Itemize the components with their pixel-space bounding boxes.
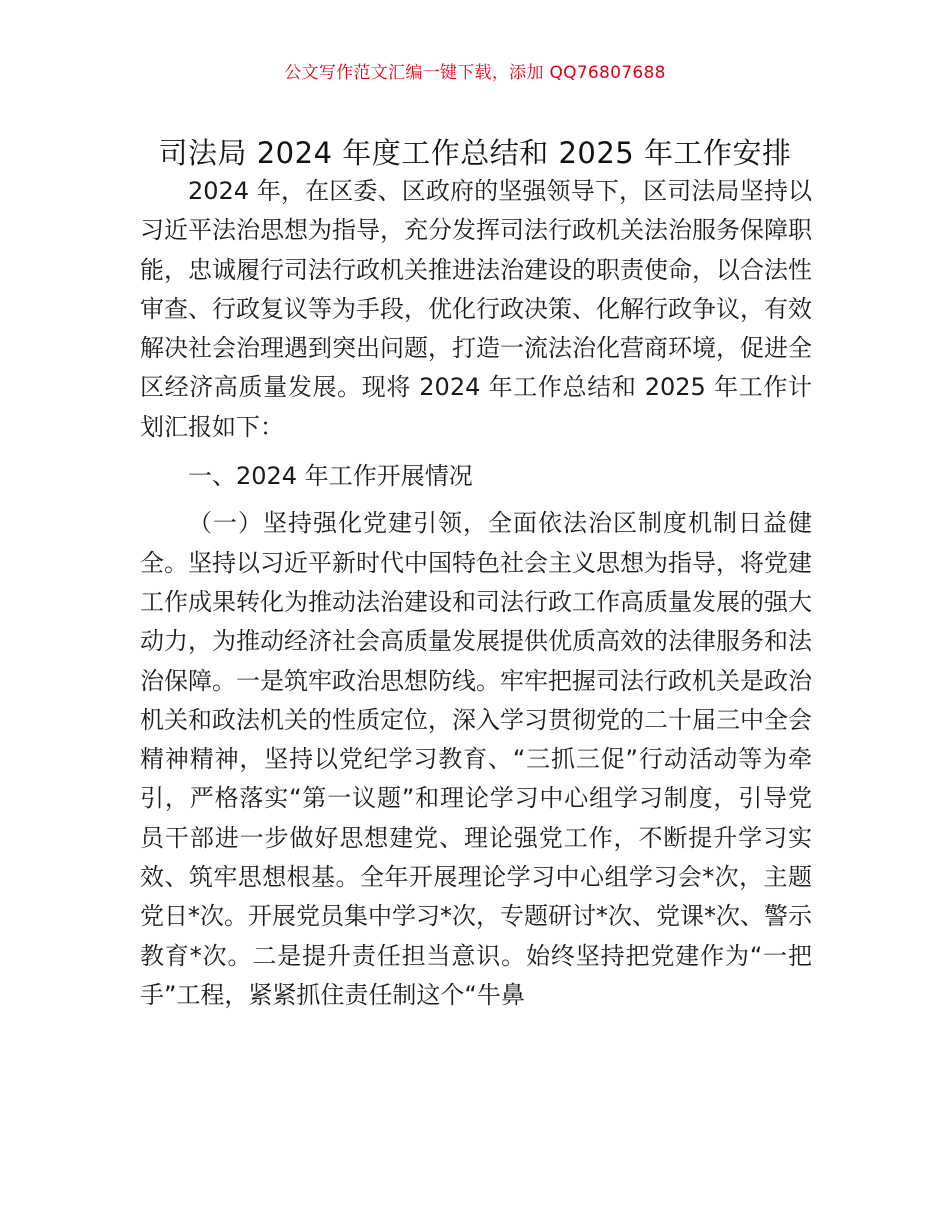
download-promo-note: 公文写作范文汇编一键下载，添加 QQ76807688 <box>284 63 666 83</box>
section-heading: 一、2024 年工作开展情况 <box>188 462 473 491</box>
section-paragraph: （一）坚持强化党建引领，全面依法治区制度机制日益健全。坚持以习近平新时代中国特色社会主义思想为指导，将党建工作成果转化为推动法治建设和司法行政工作高质量发展的强大动力，为推动经济社会高质量发展提供优质高效的法律服务和法治保障。一是筑牢政治思想防线。牢牢把握司法行政机关是政治机关和政法机关的性质定位，深入学习贯彻党的二十届三中全会精神精神，坚持以党纪学习教育、“三抓三促”行动活动等为牵引，严格落实“第一议题”和理论学习中心组学习制度，引导党员干部进一步做好思想建党、理论强党工作，不断提升学习实效、筑牢思想根基。全年开展理论学习中心组学习会*次，主题党日*次。开展党员集中学习*次，专题研讨*次、党课*次、警示教育*次。二是提升责任担当意识。始终坚持把党建作为“一把手”工程，紧紧抓住责任制这个“牛鼻 <box>140 509 812 1009</box>
document-body <box>140 172 812 1015</box>
document-title: 司法局 2024 年度工作总结和 2025 年工作安排 <box>158 136 792 171</box>
intro-paragraph: 2024 年，在区委、区政府的坚强领导下，区司法局坚持以习近平法治思想为指导，充分发挥司法行政机关法治服务保障职能，忠诚履行司法行政机关推进法治建设的职责使命，以合法性审查、行政复议等为手段，优化行政决策、化解行政争议，有效解决社会治理遇到突出问题，打造一流法治化营商环境，促进全区经济高质量发展。现将 2024 年工作总结和 2025 年工作计划汇报如下： <box>140 177 812 441</box>
